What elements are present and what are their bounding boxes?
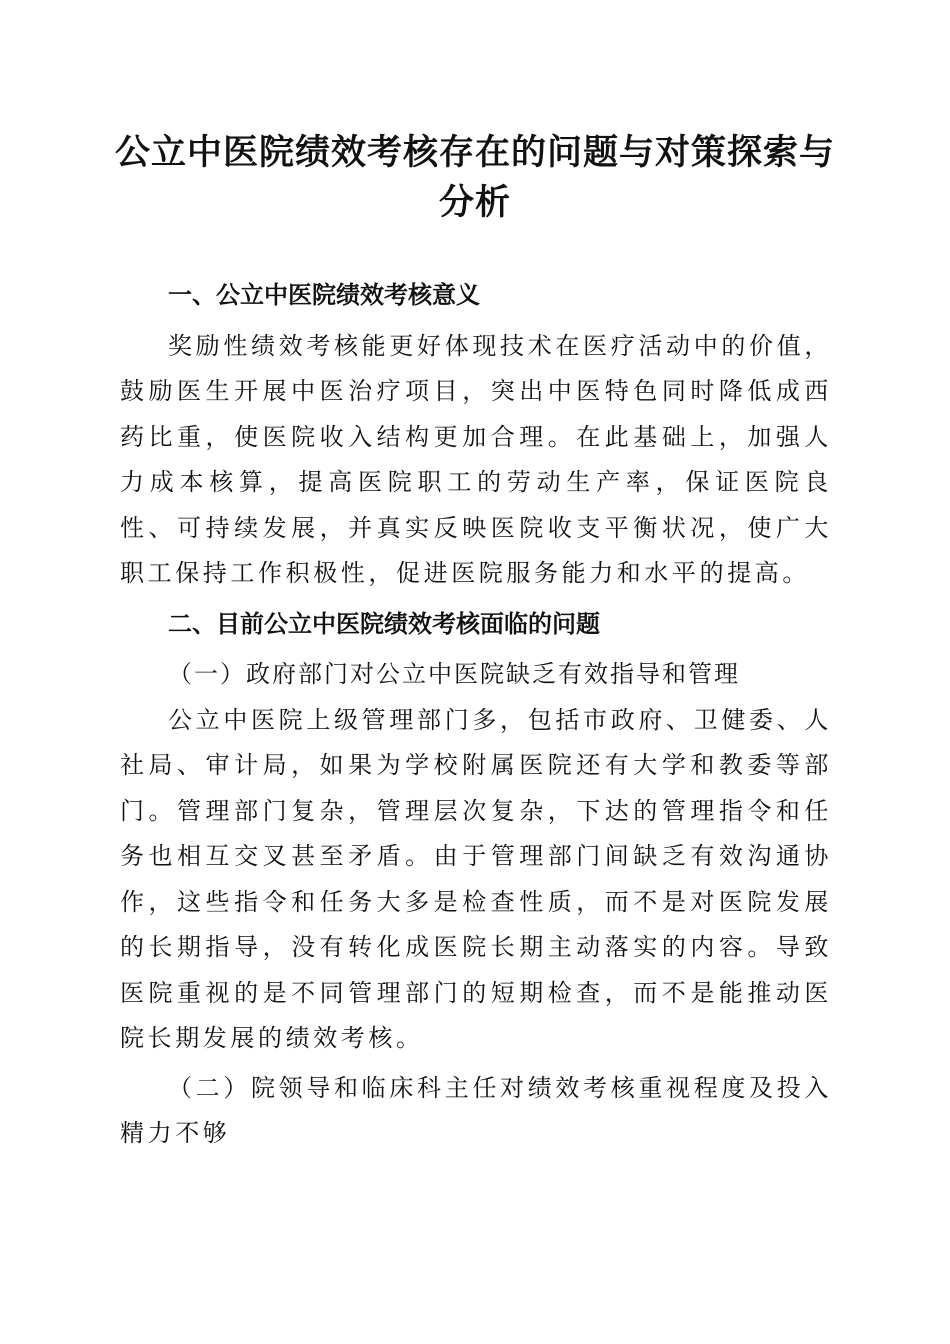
section-heading-significance: 一、公立中医院绩效考核意义 — [168, 281, 480, 309]
section-paragraph: 奖励性绩效考核能更好体现技术在医疗活动中的价值，鼓励医生开展中医治疗项目，突出中医特色同时降低成西药比重，使医院收入结构更加合理。在此基础上，加强人力成本核算，提高医院职工的劳动生产率，保证医院良性、可持续发展，并真实反映医院收支平衡状况，使广大职工保持工作积极性，促进医院服务能力和水平的提高。 — [120, 331, 832, 587]
subsection-heading-government: （一）政府部门对公立中医院缺乏有效指导和管理 — [168, 660, 740, 688]
document-body — [120, 268, 832, 1157]
section-heading-problems: 二、目前公立中医院绩效考核面临的问题 — [168, 609, 600, 638]
subsection-heading-leadership: （二）院领导和临床科主任对绩效考核重视程度及投入精力不够 — [120, 1073, 832, 1147]
document-title: 公立中医院绩效考核存在的问题与对策探索与分析 — [114, 132, 835, 223]
subsection-paragraph: 公立中医院上级管理部门多，包括市政府、卫健委、人社局、审计局，如果为学校附属医院还有大学和教委等部门。管理部门复杂，管理层次复杂，下达的管理指令和任务也相互交叉甚至矛盾。由于管理部门间缺乏有效沟通协作，这些指令和任务大多是检查性质，而不是对医院发展的长期指导，没有转化成医院长期主动落实的内容。导致医院重视的是不同管理部门的短期检查，而不是能推动医院长期发展的绩效考核。 — [120, 705, 832, 1052]
